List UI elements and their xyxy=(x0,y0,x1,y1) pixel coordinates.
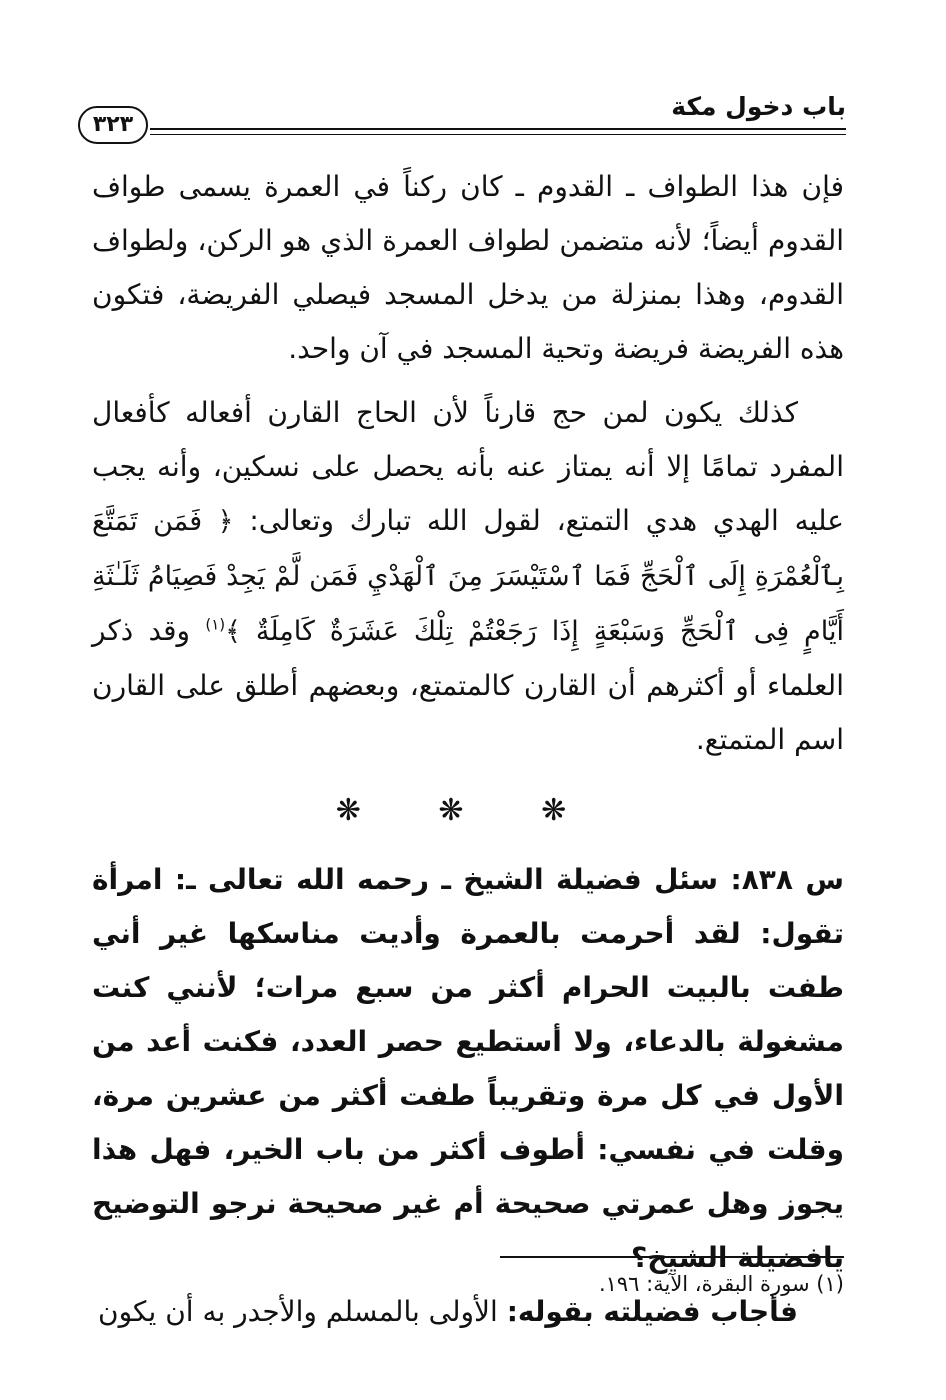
answer-text: الأولى بالمسلم والأجدر به أن يكون xyxy=(98,1295,498,1328)
question-paragraph: س ٨٣٨: سئل فضيلة الشيخ ـ رحمه الله تعالى ـ: امرأة تقول: لقد أحرمت بالعمرة وأديت مناسكها غير أني طفت بالبيت الحرام أكثر من سبع مرات؛ لأنني كنت مشغولة بالدعاء، ولا أستطيع حصر العدد، فكنت أعد من الأول في كل مرة وتقريباً طفت أكثر من عشرين مرة، وقلت في نفسي: أطوف أكثر من باب الخير، فهل هذا يجوز وهل عمرتي صحيحة أم غير صحيحة نرجو التوضيح يافضيلة الشيخ؟ xyxy=(92,863,844,1274)
header-rule xyxy=(150,128,846,135)
footnote-reference: (١) xyxy=(205,615,226,634)
page-number: ٣٢٣ xyxy=(78,106,148,144)
chapter-title: باب دخول مكة xyxy=(671,92,846,121)
footnote-rule xyxy=(500,1256,844,1258)
paragraph-2 xyxy=(92,386,844,767)
page-body xyxy=(92,160,844,1339)
paragraph-1: فإن هذا الطواف ـ القدوم ـ كان ركناً في العمرة يسمى طواف القدوم أيضاً؛ لأنه متضمن لطواف العمرة الذي هو الركن، ولطواف القدوم، وهذا بمنزلة من يدخل المسجد فيصلي الفريضة، فتكون هذه الفريضة فريضة وتحية المسجد في آن واحد. xyxy=(92,170,844,365)
page-header xyxy=(78,92,846,142)
quran-verse: ﴿ فَمَن تَمَتَّعَ بِٱلْعُمْرَةِ إِلَى ٱلْحَجِّ فَمَا ٱسْتَيْسَرَ مِنَ ٱلْهَدْيِ فَمَن لَّمْ يَجِدْ فَصِيَامُ ثَلَـٰثَةِ أَيَّامٍ فِى ٱلْحَجِّ وَسَبْعَةٍ إِذَا رَجَعْتُمْ تِلْكَ عَشَرَةٌ كَامِلَةٌ ﴾ xyxy=(92,506,845,647)
footnote-1: (١) سورة البقرة، الآية: ١٩٦. xyxy=(598,1272,844,1296)
answer-lead: فأجاب فضيلته بقوله: xyxy=(506,1295,798,1328)
section-separator: ❋ ❋ ❋ xyxy=(335,793,601,828)
paragraph-2-start: كذلك يكون لمن حج قارناً لأن الحاج القارن أفعاله كأفعال المفرد تمامًا إلا أنه يمتاز عنه بأنه يحصل على نسكين، وأنه يجب عليه الهدي هدي التمتع، لقول الله تبارك وتعالى: xyxy=(92,396,845,537)
paragraph-2-end: وقد ذكر العلماء أو أكثرهم أن القارن كالمتمتع، وبعضهم أطلق على القارن اسم المتمتع. xyxy=(92,614,844,756)
